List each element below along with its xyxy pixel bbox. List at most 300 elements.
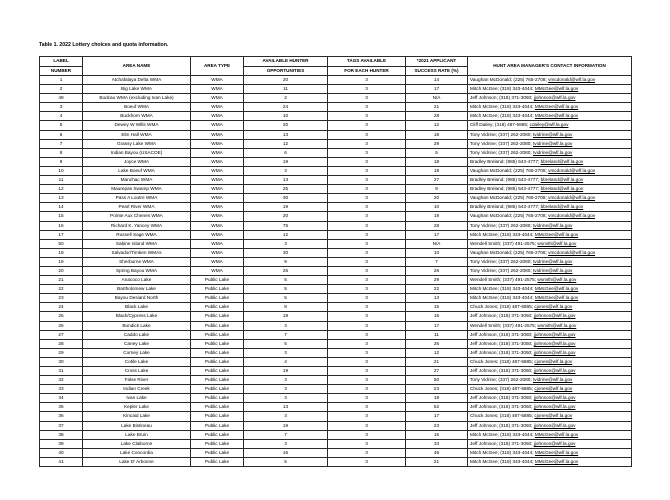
contact-email-link[interactable]: jjohnson@wlf.la.gov bbox=[533, 340, 576, 346]
contact-email-link[interactable]: tvidrine@wlf.la.gov bbox=[532, 140, 573, 146]
area-type-cell: Public Lake bbox=[191, 312, 244, 321]
contact-cell bbox=[468, 367, 632, 376]
hunter-opportunities-cell: 5 bbox=[244, 294, 328, 303]
hunter-opportunities-cell: 7 bbox=[244, 430, 328, 439]
area-type-cell: Public Lake bbox=[191, 457, 244, 466]
table-row bbox=[40, 330, 632, 339]
header-area-name: AREA NAME bbox=[83, 57, 191, 76]
label-cell: 12 bbox=[40, 185, 83, 194]
success-rate-cell: 13 bbox=[406, 294, 468, 303]
area-name-cell: Lake Bistineau bbox=[83, 421, 191, 430]
label-cell: 26 bbox=[40, 321, 83, 330]
area-type-cell: Public Lake bbox=[191, 412, 244, 421]
area-name-cell: Maurepas Swamp WMA bbox=[83, 185, 191, 194]
contact-email-link[interactable]: cjones@wlf.la.gov bbox=[534, 358, 573, 364]
table-row bbox=[40, 212, 632, 221]
label-cell: 20 bbox=[40, 266, 83, 275]
table-row bbox=[40, 203, 632, 212]
hunter-opportunities-cell: 11 bbox=[244, 85, 328, 94]
contact-email-link[interactable]: MMcGee@wlf.la.gov bbox=[534, 86, 579, 92]
contact-email-link[interactable]: jjohnson@wlf.la.gov bbox=[533, 331, 576, 337]
contact-email-link[interactable]: MMcGee@wlf.la.gov bbox=[534, 286, 579, 292]
table-row bbox=[40, 385, 632, 394]
label-cell: 36 bbox=[40, 412, 83, 421]
area-type-cell: WMA bbox=[191, 112, 244, 121]
area-name-cell: Ivan Lake bbox=[83, 394, 191, 403]
contact-cell bbox=[468, 385, 632, 394]
table-row bbox=[40, 230, 632, 239]
contact-email-link[interactable]: tvidrine@wlf.la.gov bbox=[532, 377, 573, 383]
contact-cell bbox=[468, 376, 632, 385]
contact-cell bbox=[468, 285, 632, 294]
header-label-bottom: NUMBER bbox=[40, 66, 83, 76]
contact-email-link[interactable]: jjohnson@wlf.la.gov bbox=[533, 440, 576, 446]
area-name-cell: Kincaid Lake bbox=[83, 412, 191, 421]
contact-email-link[interactable]: bbreland@wlf.la.gov bbox=[540, 186, 584, 192]
success-rate-cell: 14 bbox=[406, 76, 468, 85]
success-rate-cell: 21 bbox=[406, 357, 468, 366]
table-row bbox=[40, 221, 632, 230]
contact-text: Bradley Breland; (985) 543-4777; bbox=[470, 204, 541, 210]
table-row bbox=[40, 294, 632, 303]
hunter-opportunities-cell: 30 bbox=[244, 194, 328, 203]
contact-email-link[interactable]: jjohnson@wlf.la.gov bbox=[533, 368, 576, 373]
contact-text: Tony Vidrine; (337) 262-2080; bbox=[470, 140, 533, 146]
area-type-cell: Public Lake bbox=[191, 285, 244, 294]
success-rate-cell: 10 bbox=[406, 248, 468, 257]
contact-email-link[interactable]: jjohnson@wlf.la.gov bbox=[533, 349, 576, 355]
area-name-cell: Caney Lake bbox=[83, 339, 191, 348]
tags-available-cell: 3 bbox=[328, 194, 406, 203]
contact-cell bbox=[468, 457, 632, 466]
success-rate-cell: 17 bbox=[406, 230, 468, 239]
success-rate-cell: 27 bbox=[406, 367, 468, 376]
tags-available-cell: 3 bbox=[328, 457, 406, 466]
label-cell: 16 bbox=[40, 221, 83, 230]
contact-cell bbox=[468, 394, 632, 403]
area-name-cell: Manchac WMA bbox=[83, 176, 191, 185]
contact-text: Jeff Johnson; (318) 371-3050; bbox=[470, 349, 534, 355]
hunter-opportunities-cell: 5 bbox=[244, 457, 328, 466]
success-rate-cell: 50 bbox=[406, 376, 468, 385]
contact-text: Tony Vidrine; (337) 262-2080; bbox=[470, 267, 533, 273]
table-row bbox=[40, 348, 632, 357]
success-rate-cell: 22 bbox=[406, 285, 468, 294]
contact-email-link[interactable]: bbreland@wlf.la.gov bbox=[540, 177, 584, 183]
area-type-cell: Public Lake bbox=[191, 394, 244, 403]
area-name-cell: Bodcau WMA (excluding Ivan Lake) bbox=[83, 94, 191, 103]
contact-email-link[interactable]: wsmith@wlf.la.gov bbox=[537, 240, 577, 246]
area-name-cell: Cross Lake bbox=[83, 367, 191, 376]
contact-cell bbox=[468, 430, 632, 439]
tags-available-cell: 3 bbox=[328, 76, 406, 85]
contact-email-link[interactable]: MMcGee@wlf.la.gov bbox=[534, 431, 579, 437]
table-row bbox=[40, 266, 632, 275]
success-rate-cell: 18 bbox=[406, 166, 468, 175]
tags-available-cell: 3 bbox=[328, 403, 406, 412]
table-row bbox=[40, 312, 632, 321]
contact-email-link[interactable]: vmcdonald@wlf.la.gov bbox=[548, 213, 596, 219]
hunter-opportunities-cell: 4 bbox=[244, 357, 328, 366]
success-rate-cell: 12 bbox=[406, 348, 468, 357]
success-rate-cell: 23 bbox=[406, 385, 468, 394]
area-name-cell: Caddo Lake bbox=[83, 330, 191, 339]
contact-text: Mitch McGee; (318) 343-4044; bbox=[470, 86, 535, 92]
contact-email-link[interactable]: vmcdonald@wlf.la.gov bbox=[548, 249, 596, 255]
table-row bbox=[40, 239, 632, 248]
label-cell: 50 bbox=[40, 239, 83, 248]
contact-cell bbox=[468, 112, 632, 121]
table-row bbox=[40, 276, 632, 285]
table-row bbox=[40, 412, 632, 421]
contact-cell bbox=[468, 194, 632, 203]
area-name-cell: Indian Creek bbox=[83, 385, 191, 394]
contact-email-link[interactable]: MMcGee@wlf.la.gov bbox=[534, 104, 579, 110]
contact-cell bbox=[468, 185, 632, 194]
success-rate-cell: 28 bbox=[406, 112, 468, 121]
contact-cell bbox=[468, 439, 632, 448]
success-rate-cell: 18 bbox=[406, 394, 468, 403]
area-type-cell: Public Lake bbox=[191, 439, 244, 448]
success-rate-cell: 15 bbox=[406, 303, 468, 312]
header-hunter-bottom: OPPORTUNITIES bbox=[244, 66, 328, 76]
header-area-type: AREA TYPE bbox=[191, 57, 244, 76]
contact-text: Bradley Breland; (985) 543-4777; bbox=[470, 158, 541, 164]
table-body bbox=[40, 76, 632, 467]
contact-email-link[interactable]: vmcdonald@wlf.la.gov bbox=[548, 167, 596, 173]
contact-email-link[interactable]: tvidrine@wlf.la.gov bbox=[532, 258, 573, 264]
area-type-cell: WMA bbox=[191, 130, 244, 139]
area-name-cell: Lake Boeuf WMA bbox=[83, 166, 191, 175]
contact-email-link[interactable]: jjohnson@wlf.la.gov bbox=[533, 313, 576, 319]
area-name-cell: Corney Lake bbox=[83, 348, 191, 357]
label-cell: 2 bbox=[40, 85, 83, 94]
contact-text: Jeff Johnson; (318) 371-3050; bbox=[470, 95, 534, 101]
area-name-cell: Pass A Loutre WMA bbox=[83, 194, 191, 203]
success-rate-cell: 5 bbox=[406, 148, 468, 157]
contact-email-link[interactable]: jjohnson@wlf.la.gov bbox=[533, 95, 576, 101]
contact-cell bbox=[468, 139, 632, 148]
success-rate-cell: 48 bbox=[406, 448, 468, 457]
contact-email-link[interactable]: jjohnson@wlf.la.gov bbox=[533, 404, 576, 410]
tags-available-cell: 3 bbox=[328, 330, 406, 339]
contact-email-link[interactable]: wsmith@wlf.la.gov bbox=[537, 322, 577, 328]
table-row bbox=[40, 367, 632, 376]
success-rate-cell: 23 bbox=[406, 421, 468, 430]
tags-available-cell: 3 bbox=[328, 266, 406, 275]
table-row bbox=[40, 257, 632, 266]
area-type-cell: WMA bbox=[191, 212, 244, 221]
area-name-cell: Sabine Island WMA bbox=[83, 239, 191, 248]
table-row bbox=[40, 157, 632, 166]
label-cell: 31 bbox=[40, 367, 83, 376]
success-rate-cell: 21 bbox=[406, 103, 468, 112]
contact-cell bbox=[468, 266, 632, 275]
label-cell: 22 bbox=[40, 285, 83, 294]
contact-cell bbox=[468, 76, 632, 85]
contact-email-link[interactable]: cdailey@wlf.la.gov bbox=[529, 122, 569, 128]
tags-available-cell: 3 bbox=[328, 367, 406, 376]
hunter-opportunities-cell: 2 bbox=[244, 94, 328, 103]
area-type-cell: WMA bbox=[191, 194, 244, 203]
area-name-cell: Grassy Lake WMA bbox=[83, 139, 191, 148]
label-cell: 1 bbox=[40, 76, 83, 85]
contact-email-link[interactable]: jjohnson@wlf.la.gov bbox=[533, 422, 576, 428]
area-name-cell: Boeuf WMA bbox=[83, 103, 191, 112]
hunter-opportunities-cell: 3 bbox=[244, 166, 328, 175]
contact-cell bbox=[468, 257, 632, 266]
area-name-cell: Bundick Lake bbox=[83, 321, 191, 330]
area-name-cell: Black/Cypress Lake bbox=[83, 312, 191, 321]
label-cell: 39 bbox=[40, 439, 83, 448]
success-rate-cell: 9 bbox=[406, 185, 468, 194]
hunter-opportunities-cell: 5 bbox=[244, 285, 328, 294]
table-row bbox=[40, 303, 632, 312]
contact-text: Tony Vidrine; (337) 262-2080; bbox=[470, 222, 533, 228]
area-type-cell: WMA bbox=[191, 266, 244, 275]
area-name-cell: Lake Claiborne bbox=[83, 439, 191, 448]
contact-cell bbox=[468, 248, 632, 257]
table-row bbox=[40, 166, 632, 175]
contact-text: Tony Vidrine; (337) 262-2080; bbox=[470, 149, 533, 155]
label-cell: 34 bbox=[40, 394, 83, 403]
contact-cell bbox=[468, 166, 632, 175]
area-name-cell: Lake Concordia bbox=[83, 448, 191, 457]
tags-available-cell: 3 bbox=[328, 176, 406, 185]
area-name-cell: Big Lake WMA bbox=[83, 85, 191, 94]
contact-email-link[interactable]: tvidrine@wlf.la.gov bbox=[532, 267, 573, 273]
area-name-cell: Lake Bruin bbox=[83, 430, 191, 439]
contact-text: Vaughan McDonald; (225) 765-2708; bbox=[470, 167, 549, 173]
area-type-cell: Public Lake bbox=[191, 339, 244, 348]
contact-text: Vaughan McDonald; (225) 765-2708; bbox=[470, 213, 549, 219]
table-row bbox=[40, 85, 632, 94]
contact-email-link[interactable]: cjones@wlf.la.gov bbox=[534, 413, 573, 419]
table-row bbox=[40, 394, 632, 403]
contact-text: Jeff Johnson; (318) 371-3050; bbox=[470, 395, 534, 401]
contact-text: Jeff Johnson; (318) 371-3050; bbox=[470, 440, 534, 446]
hunter-opportunities-cell: 8 bbox=[244, 303, 328, 312]
area-type-cell: WMA bbox=[191, 85, 244, 94]
area-type-cell: Public Lake bbox=[191, 294, 244, 303]
tags-available-cell: 3 bbox=[328, 285, 406, 294]
lottery-quota-table bbox=[39, 56, 632, 467]
area-type-cell: Public Lake bbox=[191, 430, 244, 439]
contact-email-link[interactable]: bbreland@wlf.la.gov bbox=[540, 158, 584, 164]
contact-text: Bradley Breland; (985) 543-4777; bbox=[470, 186, 541, 192]
contact-text: Jeff Johnson; (318) 371-3050; bbox=[470, 368, 534, 373]
contact-email-link[interactable]: MMcGee@wlf.la.gov bbox=[534, 231, 579, 237]
contact-email-link[interactable]: MMcGee@wlf.la.gov bbox=[534, 113, 579, 119]
tags-available-cell: 3 bbox=[328, 230, 406, 239]
area-name-cell: Bayou Desiard North bbox=[83, 294, 191, 303]
label-cell: 28 bbox=[40, 339, 83, 348]
hunter-opportunities-cell: 3 bbox=[244, 439, 328, 448]
area-type-cell: Public Lake bbox=[191, 421, 244, 430]
contact-cell bbox=[468, 421, 632, 430]
hunter-opportunities-cell: 3 bbox=[244, 321, 328, 330]
hunter-opportunities-cell: 25 bbox=[244, 185, 328, 194]
contact-cell bbox=[468, 348, 632, 357]
tags-available-cell: 3 bbox=[328, 376, 406, 385]
contact-email-link[interactable]: MMcGee@wlf.la.gov bbox=[534, 295, 579, 301]
tags-available-cell: 3 bbox=[328, 357, 406, 366]
hunter-opportunities-cell: 19 bbox=[244, 367, 328, 376]
area-name-cell: Lake D' Arbonne bbox=[83, 457, 191, 466]
contact-text: Wendell Smith; (337) 491-2575; bbox=[470, 322, 538, 328]
area-name-cell: Cotile Lake bbox=[83, 357, 191, 366]
tags-available-cell: 3 bbox=[328, 321, 406, 330]
label-cell: 33 bbox=[40, 385, 83, 394]
label-cell: 24 bbox=[40, 303, 83, 312]
area-name-cell: Sherburne WMA bbox=[83, 257, 191, 266]
table-row bbox=[40, 448, 632, 457]
contact-text: Vaughan McDonald; (225) 765-2708; bbox=[470, 195, 549, 201]
contact-text: Vaughan McDonald; (225) 765-2708; bbox=[470, 77, 549, 82]
area-type-cell: WMA bbox=[191, 139, 244, 148]
area-name-cell: Spring Bayou WMA bbox=[83, 266, 191, 275]
tags-available-cell: 3 bbox=[328, 139, 406, 148]
header-row-top bbox=[40, 57, 632, 67]
area-type-cell: Public Lake bbox=[191, 330, 244, 339]
hunter-opportunities-cell: 3 bbox=[244, 394, 328, 403]
area-name-cell: Salvador/Timken WMAs bbox=[83, 248, 191, 257]
label-cell: 6 bbox=[40, 130, 83, 139]
contact-text: Jeff Johnson; (318) 371-3050; bbox=[470, 313, 534, 319]
area-name-cell: Bartholomew Lake bbox=[83, 285, 191, 294]
contact-text: Mitch McGee; (318) 343-4044; bbox=[470, 431, 535, 437]
success-rate-cell: 52 bbox=[406, 403, 468, 412]
label-cell: 5 bbox=[40, 121, 83, 130]
hunter-opportunities-cell: 20 bbox=[244, 76, 328, 85]
table-row bbox=[40, 130, 632, 139]
table-row bbox=[40, 321, 632, 330]
hunter-opportunities-cell: 19 bbox=[244, 203, 328, 212]
contact-text: Mitch McGee; (318) 343-4044; bbox=[470, 104, 535, 110]
success-rate-cell: N/A bbox=[406, 239, 468, 248]
contact-cell bbox=[468, 148, 632, 157]
success-rate-cell: 26 bbox=[406, 339, 468, 348]
contact-cell bbox=[468, 230, 632, 239]
area-type-cell: WMA bbox=[191, 239, 244, 248]
contact-text: Jeff Johnson; (318) 371-3050; bbox=[470, 404, 534, 410]
table-row bbox=[40, 103, 632, 112]
label-cell: 38 bbox=[40, 430, 83, 439]
success-rate-cell: N/A bbox=[406, 94, 468, 103]
label-cell: 14 bbox=[40, 203, 83, 212]
area-type-cell: Public Lake bbox=[191, 321, 244, 330]
tags-available-cell: 3 bbox=[328, 439, 406, 448]
contact-email-link[interactable]: cjones@wlf.la.gov bbox=[534, 386, 573, 392]
table-row bbox=[40, 357, 632, 366]
area-name-cell: Dewey W Wills WMA bbox=[83, 121, 191, 130]
label-cell: 3 bbox=[40, 103, 83, 112]
contact-cell bbox=[468, 212, 632, 221]
contact-email-link[interactable]: cjones@wlf.la.gov bbox=[534, 304, 573, 310]
success-rate-cell: 20 bbox=[406, 194, 468, 203]
tags-available-cell: 3 bbox=[328, 312, 406, 321]
contact-email-link[interactable]: vmcdonald@wlf.la.gov bbox=[548, 77, 596, 82]
header-success-top: *2021 APPLICANT bbox=[406, 57, 468, 67]
contact-email-link[interactable]: vmcdonald@wlf.la.gov bbox=[548, 195, 596, 201]
contact-email-link[interactable]: tvidrine@wlf.la.gov bbox=[532, 131, 573, 137]
area-name-cell: Joyce WMA bbox=[83, 157, 191, 166]
contact-email-link[interactable]: MMcGee@wlf.la.gov bbox=[534, 458, 579, 464]
contact-email-link[interactable]: tvidrine@wlf.la.gov bbox=[532, 149, 573, 155]
tags-available-cell: 3 bbox=[328, 294, 406, 303]
area-type-cell: WMA bbox=[191, 185, 244, 194]
area-type-cell: Public Lake bbox=[191, 376, 244, 385]
tags-available-cell: 3 bbox=[328, 430, 406, 439]
contact-cell bbox=[468, 85, 632, 94]
tags-available-cell: 3 bbox=[328, 112, 406, 121]
contact-cell bbox=[468, 412, 632, 421]
contact-email-link[interactable]: wsmith@wlf.la.gov bbox=[537, 277, 577, 283]
contact-cell bbox=[468, 221, 632, 230]
hunter-opportunities-cell: 20 bbox=[244, 212, 328, 221]
contact-cell bbox=[468, 130, 632, 139]
label-cell: 29 bbox=[40, 348, 83, 357]
contact-cell bbox=[468, 103, 632, 112]
success-rate-cell: 18 bbox=[406, 130, 468, 139]
area-type-cell: WMA bbox=[191, 166, 244, 175]
success-rate-cell: 16 bbox=[406, 430, 468, 439]
hunter-opportunities-cell: 20 bbox=[244, 121, 328, 130]
contact-email-link[interactable]: bbreland@wlf.la.gov bbox=[540, 204, 584, 210]
tags-available-cell: 3 bbox=[328, 203, 406, 212]
contact-cell bbox=[468, 330, 632, 339]
hunter-opportunities-cell: 13 bbox=[244, 130, 328, 139]
area-type-cell: Public Lake bbox=[191, 385, 244, 394]
tags-available-cell: 3 bbox=[328, 348, 406, 357]
success-rate-cell: 17 bbox=[406, 85, 468, 94]
success-rate-cell: 16 bbox=[406, 312, 468, 321]
success-rate-cell: 26 bbox=[406, 266, 468, 275]
contact-text: Tony Vidrine; (337) 262-2080; bbox=[470, 131, 533, 137]
label-cell: 18 bbox=[40, 248, 83, 257]
contact-email-link[interactable]: MMcGee@wlf.la.gov bbox=[534, 449, 579, 455]
label-cell: 19 bbox=[40, 257, 83, 266]
area-type-cell: WMA bbox=[191, 148, 244, 157]
contact-cell bbox=[468, 157, 632, 166]
contact-text: Cliff Dailey; (318) 487-5885; bbox=[470, 122, 530, 128]
success-rate-cell: 17 bbox=[406, 321, 468, 330]
contact-cell bbox=[468, 403, 632, 412]
area-type-cell: WMA bbox=[191, 176, 244, 185]
contact-email-link[interactable]: jjohnson@wlf.la.gov bbox=[533, 395, 576, 401]
label-cell: 9 bbox=[40, 157, 83, 166]
success-rate-cell: 7 bbox=[406, 257, 468, 266]
tags-available-cell: 3 bbox=[328, 257, 406, 266]
area-type-cell: WMA bbox=[191, 94, 244, 103]
area-name-cell: Anacoco Lake bbox=[83, 276, 191, 285]
contact-text: Wendell Smith; (337) 491-2575; bbox=[470, 277, 538, 283]
area-name-cell: Black Lake bbox=[83, 303, 191, 312]
label-cell: 35 bbox=[40, 403, 83, 412]
label-cell: 10 bbox=[40, 166, 83, 175]
contact-text: Chuck Jones; (318) 487-5885; bbox=[470, 413, 535, 419]
table-row bbox=[40, 403, 632, 412]
hunter-opportunities-cell: 9 bbox=[244, 257, 328, 266]
contact-text: Tony Vidrine; (337) 262-2080; bbox=[470, 258, 533, 264]
table-row bbox=[40, 421, 632, 430]
label-cell: 37 bbox=[40, 421, 83, 430]
header-hunter-top: AVAILABLE HUNTER bbox=[244, 57, 328, 67]
label-cell: 17 bbox=[40, 230, 83, 239]
contact-email-link[interactable]: tvidrine@wlf.la.gov bbox=[532, 222, 573, 228]
label-cell: 25 bbox=[40, 312, 83, 321]
hunter-opportunities-cell: 12 bbox=[244, 139, 328, 148]
